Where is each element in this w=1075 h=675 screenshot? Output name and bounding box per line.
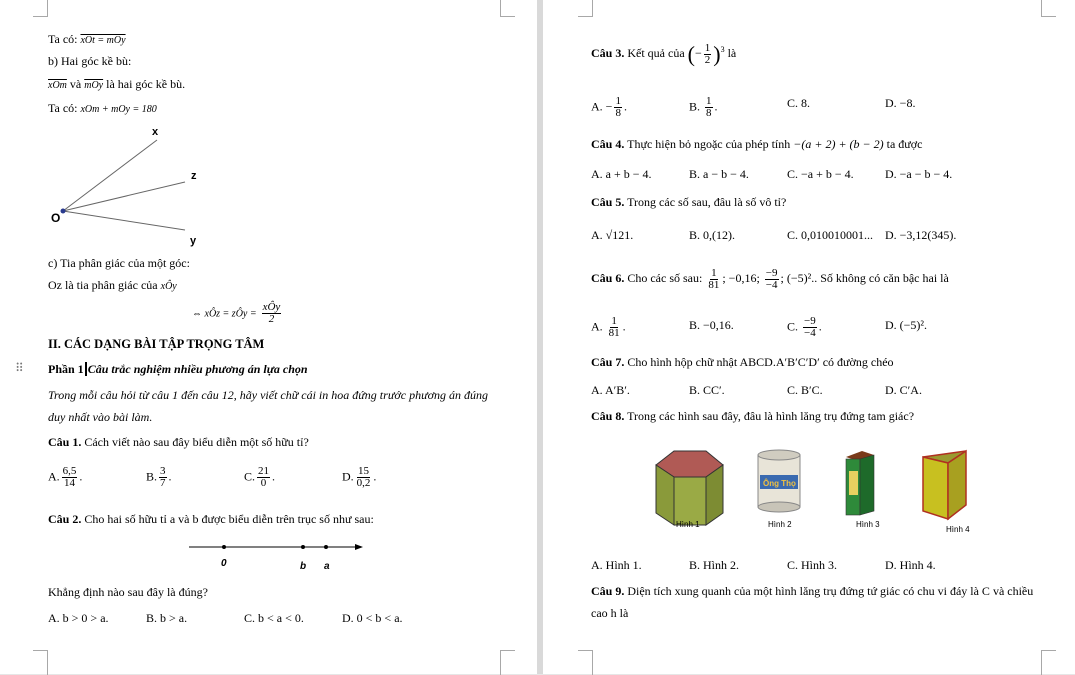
axis-zero: 0 xyxy=(221,558,227,569)
corner-mark xyxy=(33,0,48,17)
q4-option-d: D. −a − b − 4. xyxy=(885,167,953,181)
angle-figure xyxy=(45,122,215,247)
caption-hinh-3: Hình 3 xyxy=(856,520,880,529)
corner-mark xyxy=(500,0,515,17)
q7-option-b: B. CC′. xyxy=(689,383,725,397)
caption-hinh-2: Hình 2 xyxy=(768,520,792,529)
question-7: Câu 7. Cho hình hộp chữ nhật ABCD.A′B′C′D′ có đường chéo xyxy=(591,355,894,369)
q2-option-d: D. 0 < b < a. xyxy=(342,611,403,625)
axis-b: b xyxy=(300,561,307,572)
math-xot-moy: xOt = mOy xyxy=(80,35,126,46)
corner-mark xyxy=(500,650,515,675)
label-o: O xyxy=(51,211,61,225)
line-oz-phan-giac: Oz là tia phân giác của xÔy xyxy=(48,278,177,292)
q1-option-c: C. $\frac{21}{0}$ . xyxy=(244,465,276,489)
can-label: Ông Thọ xyxy=(763,479,796,488)
q4-option-a: A. a + b − 4. xyxy=(591,167,652,181)
question-2: Câu 2. Cho hai số hữu tỉ a và b được biểu diễn trên trục số như sau: xyxy=(48,512,374,526)
instruction-line-2: duy nhất vào bài làm. xyxy=(48,410,153,424)
drag-handle-icon[interactable]: ⠿ xyxy=(15,361,24,375)
q7-option-c: C. B′C. xyxy=(787,383,823,397)
q5-option-b: B. 0,(12). xyxy=(689,228,735,242)
caption-hinh-4: Hình 4 xyxy=(946,525,970,534)
prism-figures xyxy=(648,443,993,538)
label-y: y xyxy=(190,235,197,247)
q1-option-b: B. $\frac{3}{7}$ . xyxy=(146,465,172,489)
q7-option-a: A. A′B′. xyxy=(591,383,630,397)
figure-milk-carton xyxy=(846,451,880,529)
q1-option-d: D. $\frac{15}{0,2}$ . xyxy=(342,465,377,489)
q6-option-b: B. −0,16. xyxy=(689,318,734,332)
question-1: Câu 1. Cách viết nào sau đây biểu diễn một số hữu tỉ? xyxy=(48,435,309,449)
line-bisector-formula: ⇔ xÔz = zÔy = $\frac{\text{xÔy}}{2}$ xyxy=(192,301,281,325)
q6-option-a: A. $\frac{1}{81}$ . xyxy=(591,315,626,339)
line-ta-co-2: Ta có: xOm + mOy = 180 xyxy=(48,101,157,115)
corner-mark xyxy=(1041,650,1056,675)
line-ta-co-1: Ta có: xOt = mOy xyxy=(48,32,126,46)
question-3: Câu 3. Kết quả của (− $\frac{1}{2}$ )$^3$ là xyxy=(591,41,737,67)
caption-hinh-1: Hình 1 xyxy=(676,520,700,529)
q7-option-d: D. C′A. xyxy=(885,383,922,397)
line-ke-bu: $\overline{xOm}$ và $\overline{mOy}$ là hai góc kề bù. xyxy=(48,77,186,91)
q6-option-c: C. $\frac{-9}{-4}$ . xyxy=(787,315,822,339)
q8-option-c: C. Hình 3. xyxy=(787,558,838,572)
part-1-title: Phần 1 Câu trắc nghiệm nhiều phương án lựa chọn xyxy=(48,362,308,376)
question-9-cont: cao h là xyxy=(591,606,629,620)
question-9: Câu 9. Diện tích xung quanh của một hình lăng trụ đứng tứ giác có chu vi đáy là C và chiều xyxy=(591,584,1034,598)
q5-option-d: D. −3,12(345). xyxy=(885,228,957,242)
q3-option-d: D. −8. xyxy=(885,96,916,110)
corner-mark xyxy=(33,650,48,675)
corner-mark xyxy=(578,0,593,17)
corner-mark xyxy=(1041,0,1056,17)
q8-option-a: A. Hình 1. xyxy=(591,558,642,572)
axis-a: a xyxy=(324,561,330,572)
q3-option-b: B. $\frac{1}{8}$ . xyxy=(689,95,718,119)
q2-option-c: C. b < a < 0. xyxy=(244,611,304,625)
figure-hexagonal-prism xyxy=(656,451,723,529)
corner-mark xyxy=(578,650,593,675)
number-line xyxy=(185,538,370,574)
line-tia-phan-giac: c) Tia phân giác của một góc: xyxy=(48,256,190,270)
question-4: Câu 4. Thực hiện bỏ ngoặc của phép tính −(a + 2) + (b − 2) ta được xyxy=(591,137,923,151)
line-hai-goc-ke-bu: b) Hai góc kề bù: xyxy=(48,54,132,68)
q4-option-c: C. −a + b − 4. xyxy=(787,167,854,181)
document-page-right xyxy=(543,0,1075,674)
q8-option-b: B. Hình 2. xyxy=(689,558,740,572)
label-x: x xyxy=(152,126,159,138)
q3-option-a: A. − $\frac{1}{8}$ . xyxy=(591,95,627,119)
document-page-left xyxy=(0,0,537,674)
q4-option-b: B. a − b − 4. xyxy=(689,167,749,181)
q2-option-a: A. b > 0 > a. xyxy=(48,611,109,625)
q2-claim: Khẳng định nào sau đây là đúng? xyxy=(48,585,208,599)
q2-option-b: B. b > a. xyxy=(146,611,188,625)
q5-option-a: A. √121. xyxy=(591,228,634,242)
question-5: Câu 5. Trong các số sau, đâu là số vô tỉ? xyxy=(591,195,787,209)
section-heading: II. CÁC DẠNG BÀI TẬP TRỌNG TÂM xyxy=(48,337,265,351)
instruction-line-1: Trong mỗi câu hỏi từ câu 1 đến câu 12, hãy viết chữ cái in hoa đứng trước phương án đúng xyxy=(48,388,489,402)
q6-option-d: D. (−5)². xyxy=(885,318,928,332)
figure-milk-can xyxy=(758,450,800,529)
figure-triangular-prism xyxy=(923,451,970,534)
q5-option-c: C. 0,010010001... xyxy=(787,228,874,242)
label-z: z xyxy=(191,170,197,182)
q3-option-c: C. 8. xyxy=(787,96,811,110)
question-6: Câu 6. Cho các số sau: $\frac{1}{81}$ ; −0,16; $\frac{-9}{-4}$ ; (−5)².. Số không có căn bậc hai là xyxy=(591,266,949,291)
q1-option-a: A. $\frac{6,5}{14}$ . xyxy=(48,465,83,489)
q8-option-d: D. Hình 4. xyxy=(885,558,936,572)
question-8: Câu 8. Trong các hình sau đây, đâu là hình lăng trụ đứng tam giác? xyxy=(591,409,915,423)
